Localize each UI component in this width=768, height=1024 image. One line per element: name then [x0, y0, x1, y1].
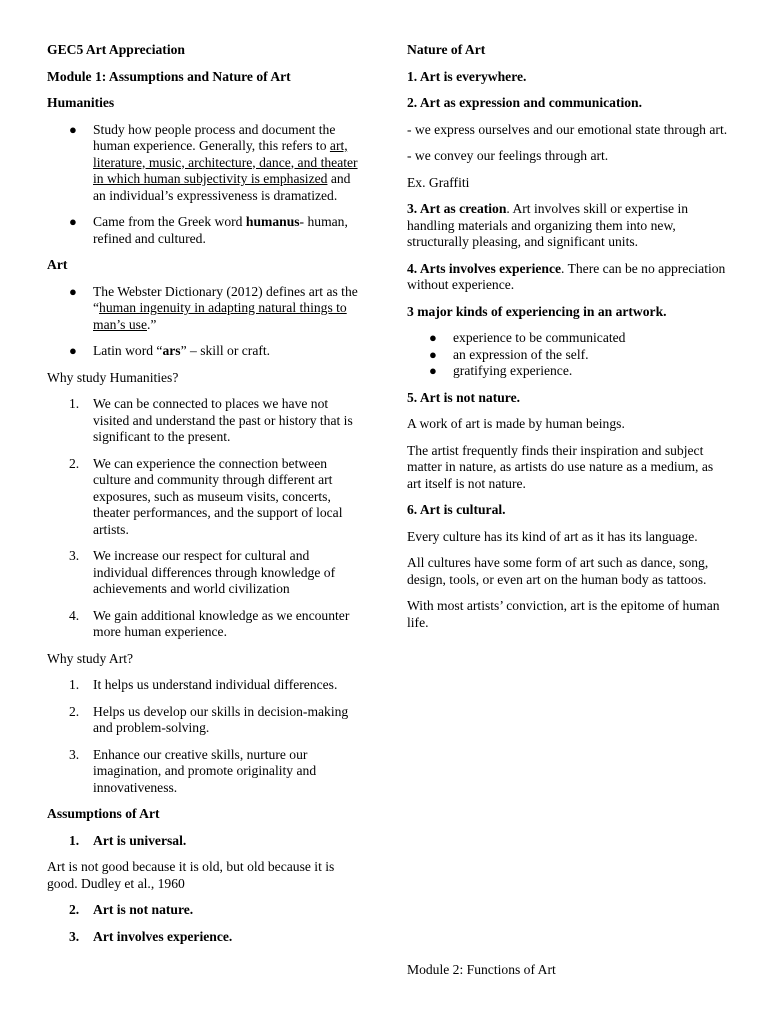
bullet-icon: ● [429, 363, 437, 378]
assumption-1: 1. Art is universal. [69, 832, 187, 848]
kinds-heading: 3 major kinds of experiencing in an artwork. [407, 303, 667, 319]
humanities-item-1: ● Study how people process and document the human experience. Generally, this refers to art, literature, music, architecture, dance, and theater in which human subjectivity is emphasized and an individual’s expressiveness is dramatized. [69, 121, 358, 203]
point-6-text-1: Every culture has its kind of art as it has its language. [407, 528, 698, 544]
why-humanities-item-3: 3. We increase our respect for cultural and individual differences through knowledge of achievements and world civilization [69, 548, 336, 596]
underlined-text: human ingenuity in adapting natural things to man’s use [93, 300, 347, 332]
module-title: Module 1: Assumptions and Nature of Art [47, 68, 291, 84]
point-6: 6. Art is cultural. [407, 502, 506, 517]
bold-term: humanus [245, 214, 300, 229]
humanities-heading: Humanities [47, 95, 115, 110]
point-5: 5. Art is not nature. [407, 389, 521, 405]
bullet-icon: ● [429, 330, 437, 345]
underlined-text: art, literature, music, architecture, dance, and theater in which human subjectivity is emphasized [93, 138, 358, 186]
kinds-item-1: ● experience to be communicated [429, 330, 626, 345]
right-column [407, 42, 729, 641]
assumption-3: 3. Art involves experience. [69, 928, 233, 944]
why-art-item-2: 2. Helps us develop our skills in decision-making and problem-solving. [69, 703, 349, 735]
point-2-example: Ex. Graffiti [407, 174, 470, 190]
bullet-icon: ● [69, 214, 77, 229]
point-1: 1. Art is everywhere. [407, 68, 527, 84]
art-item-1: ● The Webster Dictionary (2012) defines art as the “human ingenuity in adapting natural things to man’s use.” [69, 283, 358, 332]
why-humanities-item-2: 2. We can experience the connection between culture and community through different art exposures, such as museum visits, concerts, theater performances, and the support of local artists. [69, 455, 343, 537]
point-5-text-2: The artist frequently finds their inspiration and subject matter in nature, as artists do use nature as a medium, as art itself is not nature. [407, 442, 714, 491]
art-item-2: ● Latin word “ars” – skill or craft. [69, 343, 271, 358]
kinds-item-3: ● gratifying experience. [429, 363, 573, 378]
humanities-item-2: ● Came from the Greek word humanus- human, refined and cultured. [69, 214, 348, 246]
point-3: 3. Art as creation. Art involves skill or expertise in handling materials and organizing them into new, structurally pleasing, and significant units. [407, 201, 689, 249]
bullet-icon: ● [429, 346, 437, 362]
point-2-line-2: - we convey our feelings through art. [407, 148, 609, 163]
point-6-text-2: All cultures have some form of art such as dance, song, design, tools, or even art on the human body as tattoos. [407, 555, 709, 587]
assumption-2: 2. Art is not nature. [69, 902, 194, 917]
left-column [47, 42, 365, 955]
course-title: GEC5 Art Appreciation [47, 42, 185, 57]
point-2-line-1: - we express ourselves and our emotional state through art. [407, 121, 728, 137]
page-footer: Module 2: Functions of Art [407, 962, 556, 977]
bullet-icon: ● [69, 283, 77, 299]
point-5-text-1: A work of art is made by human beings. [407, 416, 625, 431]
kinds-list [407, 330, 729, 380]
why-art-heading: Why study Art? [47, 650, 134, 666]
art-heading: Art [47, 257, 68, 272]
bullet-icon: ● [69, 121, 77, 137]
why-humanities-heading: Why study Humanities? [47, 369, 179, 385]
assumptions-heading: Assumptions of Art [47, 806, 160, 821]
point-4: 4. Arts involves experience. There can be no appreciation without experience. [407, 260, 726, 292]
bullet-icon: ● [69, 343, 77, 358]
kinds-item-2: ● an expression of the self. [429, 346, 589, 362]
bold-term: ars [162, 343, 181, 358]
why-art-item-1: 1. It helps us understand individual differences. [69, 677, 338, 692]
why-art-item-3: 3. Enhance our creative skills, nurture our imagination, and promote originality and innovativeness. [69, 746, 317, 795]
why-humanities-item-4: 4. We gain additional knowledge as we encounter more human experience. [69, 607, 350, 639]
point-2: 2. Art as expression and communication. [407, 95, 643, 110]
point-6-text-3: With most artists’ conviction, art is the epitome of human life. [407, 598, 720, 630]
nature-heading: Nature of Art [407, 42, 486, 57]
assumption-1-text: Art is not good because it is old, but old because it is good. Dudley et al., 1960 [47, 859, 335, 891]
why-humanities-item-1: 1. We can be connected to places we have not visited and understand the past or history that is significant to the present. [69, 396, 353, 444]
